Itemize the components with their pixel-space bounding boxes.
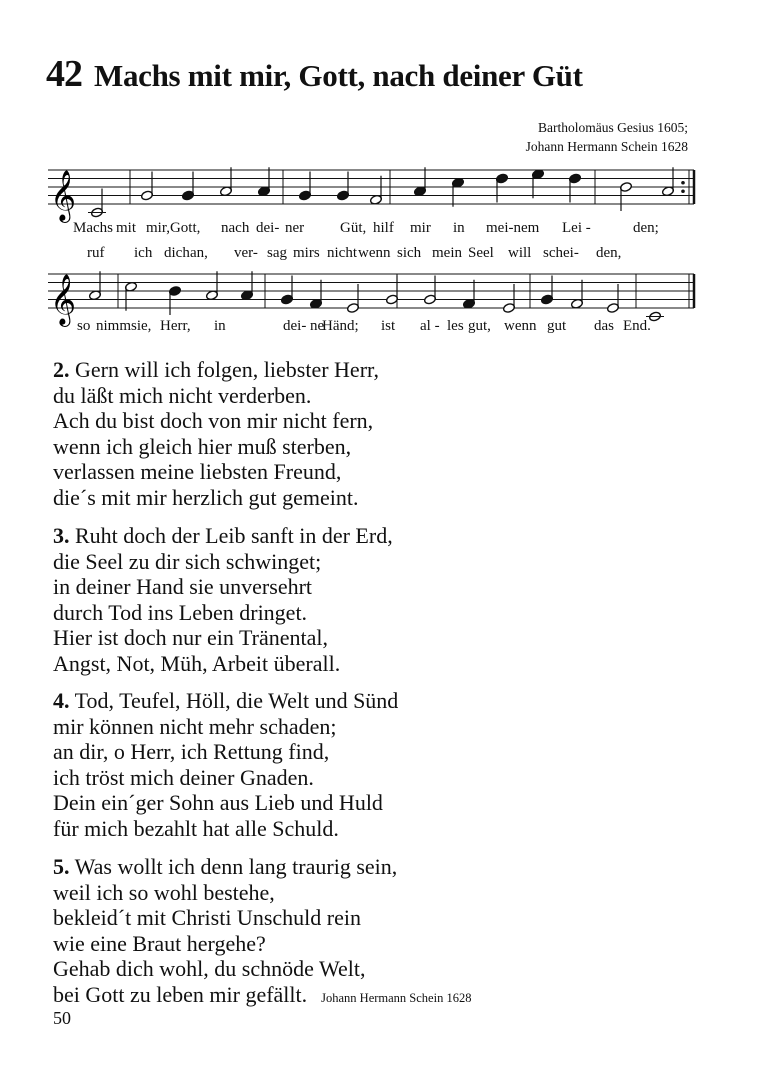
lyric-syllable: al - — [420, 318, 440, 334]
lyric-syllable: mein — [432, 245, 462, 261]
verse-line: für mich bezahlt hat alle Schuld. — [53, 815, 339, 841]
lyric-syllable: wenn — [504, 318, 537, 334]
lyric-syllable: Händ; — [322, 318, 359, 334]
verse-line — [53, 982, 471, 1012]
lyric-syllable: ner — [285, 220, 305, 236]
lyric-syllable: dich — [164, 245, 190, 261]
lyric-syllable: mir — [410, 220, 431, 236]
verse-line: wie eine Braut hergehe? — [53, 930, 266, 956]
verse-line: bekleid´t mit Christi Unschuld rein — [53, 905, 361, 930]
verse-line: Ach du bist doch von mir nicht fern, — [53, 408, 374, 433]
lyric-syllable: les — [447, 318, 464, 334]
verse-line: Hier ist doch nur ein Tränental, — [53, 625, 328, 650]
lyric-line-verse-1b — [0, 244, 766, 262]
lyric-syllable: ist — [381, 318, 396, 334]
verse-line: in deiner Hand sie unversehrt — [53, 574, 313, 599]
verse-line: du läßt mich nicht verderben. — [53, 382, 312, 408]
credit-line: Johann Hermann Schein 1628 — [525, 139, 688, 154]
lyric-syllable: sag — [267, 245, 287, 261]
verse-3 — [53, 523, 393, 676]
composer-credit: Johann Hermann Schein 1628 — [321, 990, 472, 1005]
lyric-syllable: sie, — [131, 318, 152, 334]
lyric-syllable: schei- — [543, 245, 579, 261]
verse-text: Gern will ich folgen, liebster Herr, — [75, 357, 379, 382]
verse-text: bei Gott zu leben mir gefällt. — [53, 981, 308, 1007]
lyric-syllable: an, — [190, 245, 208, 261]
lyric-syllable: in — [214, 318, 226, 334]
lyric-syllable: dei- — [283, 318, 307, 334]
page-number: 50 — [53, 1008, 71, 1028]
treble-clef-icon: 𝄞 — [50, 274, 77, 325]
lyric-syllable: hilf — [373, 220, 394, 236]
verse-text: Ruht doch der Leib sanft in der Erd, — [75, 523, 393, 548]
lyric-syllable: sich — [397, 245, 422, 261]
lyric-syllable: mit — [116, 220, 137, 236]
verse-number: 4. — [53, 688, 70, 713]
verse-line — [53, 688, 398, 714]
lyric-syllable: ne — [310, 318, 325, 334]
lyric-syllable: End. — [623, 318, 651, 334]
lyric-syllable: das — [594, 318, 614, 334]
lyric-syllable: den, — [596, 245, 622, 261]
lyric-line-staff-2 — [0, 317, 766, 335]
repeat-dot — [681, 181, 685, 185]
lyric-syllable: Lei - — [562, 220, 591, 236]
lyric-syllable: Machs — [73, 220, 113, 236]
lyric-syllable: mirs — [293, 245, 320, 261]
verse-line: ich tröst mich deiner Gnaden. — [53, 764, 314, 790]
verse-number: 5. — [53, 854, 70, 879]
lyric-syllable: in — [453, 220, 465, 236]
verse-line: Dein ein´ger Sohn aus Lieb und Huld — [53, 790, 383, 815]
lyric-syllable: Seel — [468, 245, 494, 261]
hymn-heading — [46, 52, 583, 96]
verse-4 — [53, 688, 398, 841]
lyric-syllable: nicht — [327, 245, 357, 261]
verse-5 — [53, 854, 471, 1011]
lyric-syllable: so — [77, 318, 91, 334]
lyric-syllable: gut, — [468, 318, 491, 334]
verse-line: Gehab dich wohl, du schnöde Welt, — [53, 956, 366, 981]
verse-number: 2. — [53, 357, 70, 382]
lyric-syllable: nimm — [96, 318, 132, 334]
verse-line: an dir, o Herr, ich Rettung find, — [53, 739, 330, 764]
lyric-syllable: Güt, — [340, 220, 367, 236]
lyric-syllable: Herr, — [160, 318, 191, 334]
repeat-dot — [681, 189, 685, 193]
verse-line — [53, 854, 471, 880]
lyric-line-verse-1 — [0, 219, 766, 237]
lyric-syllable: gut — [547, 318, 567, 334]
lyric-syllable: wenn — [358, 245, 391, 261]
hymn-number: 42 — [46, 53, 82, 95]
verse-line: Angst, Not, Müh, Arbeit überall. — [53, 650, 341, 676]
verse-line: durch Tod ins Leben dringet. — [53, 599, 308, 625]
verse-line — [53, 523, 393, 549]
verse-number: 3. — [53, 523, 70, 548]
verse-text: Tod, Teufel, Höll, die Welt und Sünd — [74, 688, 399, 713]
verse-2 — [53, 357, 379, 510]
lyric-syllable: ich — [134, 245, 153, 261]
verse-line: wenn ich gleich hier muß sterben, — [53, 433, 352, 459]
hymn-credits — [526, 118, 688, 156]
verse-text: Was wollt ich denn lang traurig sein, — [74, 854, 398, 879]
verse-line: verlassen meine liebsten Freund, — [53, 459, 342, 484]
lyric-syllable: will — [508, 245, 532, 261]
verse-line: die Seel zu dir sich schwinget; — [53, 548, 322, 574]
credit-line: Bartholomäus Gesius 1605; — [538, 120, 688, 135]
lyric-syllable: ver- — [234, 245, 258, 261]
hymn-title: Machs mit mir, Gott, nach deiner Güt — [94, 58, 583, 93]
lyric-syllable: nach — [221, 220, 250, 236]
treble-clef-icon: 𝄞 — [50, 170, 77, 221]
verse-line: die´s mit mir herzlich gut gemeint. — [53, 484, 359, 510]
lyric-syllable: mei-nem — [486, 220, 540, 236]
lyric-syllable: mir,Gott, — [146, 220, 201, 236]
verse-line — [53, 357, 379, 383]
lyric-syllable: ruf — [87, 245, 105, 261]
verse-line: mir können nicht mehr schaden; — [53, 713, 337, 739]
verse-line: weil ich so wohl bestehe, — [53, 879, 275, 905]
lyric-syllable: den; — [633, 220, 659, 236]
lyric-syllable: dei- — [256, 220, 280, 236]
